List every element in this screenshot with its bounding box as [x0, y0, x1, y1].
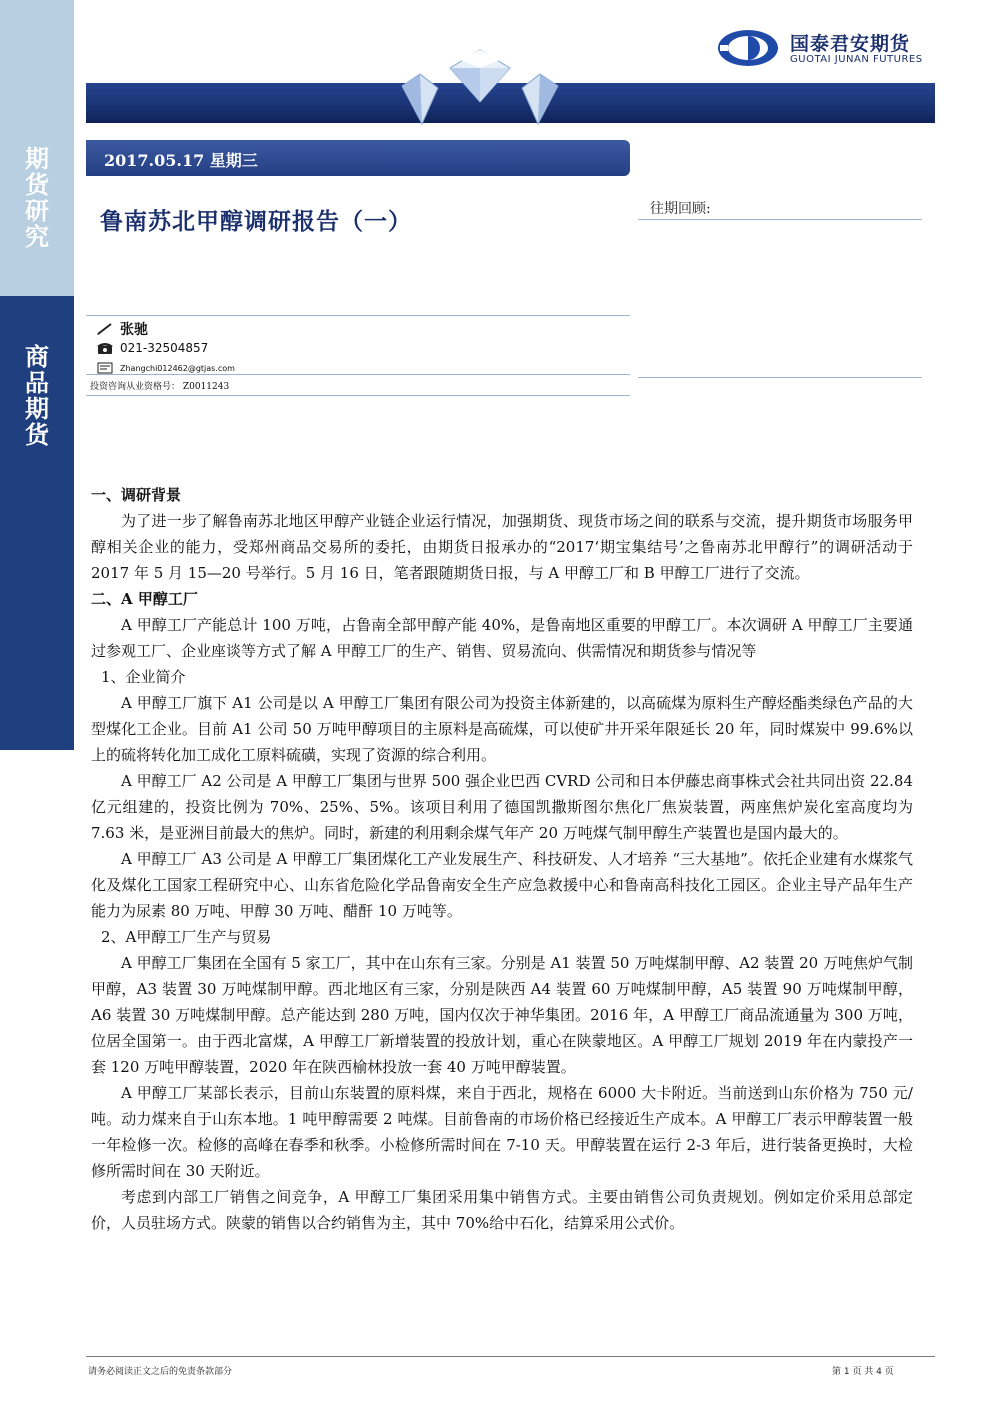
paragraph: 为了进一步了解鲁南苏北地区甲醇产业链企业运行情况，加强期货、现货市场之间的联系与交流，提升期货市场服务甲醇相关企业的能力，受郑州商品交易所的委托，由期货日报承办的“2017‘期宝集结号’之鲁南苏北甲醇行”的调研活动于 2017 年 5 月 15—20 号举行。5 月 16 日，笔者跟随期货日报，与 A 甲醇工厂和 B 甲醇工厂进行了交流。	[91, 512, 913, 582]
past-review-label: 往期回顾:	[650, 201, 711, 217]
paragraph: A 甲醇工厂 A2 公司是 A 甲醇工厂集团与世界 500 强企业巴西 CVRD 公司和日本伊藤忠商事株式会社共同出资 22.84 亿元组建的，投资比例为 70%、25%、5%。该项目利用了德国凯撒斯图尔焦化厂焦炭装置，两座焦炉炭化室高度均为 7.63 米，是亚洲目前最大的焦炉。同时，新建的利用剩余煤气年产 20 万吨煤气制甲醇生产装置也是国内最大的。	[91, 772, 913, 842]
author-name-row	[96, 319, 148, 339]
author-bottom-divider	[86, 395, 630, 396]
company-logo-icon	[716, 28, 780, 68]
paragraph: A 甲醇工厂某部长表示，目前山东装置的原料煤，来自于西北，规格在 6000 大卡附近。当前送到山东价格为 750 元/吨。动力煤来自于山东本地。1 吨甲醇需要 2 吨煤。目前鲁南的市场价格已经接近生产成本。A 甲醇工厂表示甲醇装置一般一年检修一次。检修的高峰在春季和秋季。小检修所需时间在 7-10 天。甲醇装置在运行 2-3 年后，进行装备更换时，大检修所需时间在 30 天附近。	[91, 1084, 913, 1180]
author-cert: 投资咨询从业资格号： Z0011243	[90, 382, 230, 392]
report-date: 2017.05.17 星期三	[104, 151, 258, 170]
author-mid-divider	[86, 374, 630, 375]
date-bar	[86, 140, 630, 176]
review-bottom-divider	[638, 377, 922, 378]
footer-disclaimer: 请务必阅读正文之后的免责条款部分	[88, 1367, 233, 1377]
section-heading-background: 一、调研背景	[91, 486, 182, 504]
author-email-row	[96, 361, 235, 375]
report-body	[91, 482, 913, 1236]
author-cert-row	[90, 379, 229, 392]
paragraph: A 甲醇工厂集团在全国有 5 家工厂，其中在山东有三家。分别是 A1 装置 50 万吨煤制甲醇、A2 装置 20 万吨焦炉气制甲醇，A3 装置 30 万吨煤制甲醇。西北地区有三家，分别是陕西 A4 装置 60 万吨煤制甲醇，A5 装置 90 万吨煤制甲醇，A6 装置 30 万吨煤制甲醇。总产能达到 280 万吨，国内仅次于神华集团。2016 年，A 甲醇工厂商品流通量为 300 万吨，位居全国第一。由于西北富煤，A 甲醇工厂新增装置的投放计划，重心在陕蒙地区。A 甲醇工厂规划 2019 年在内蒙投产一套 120 万吨甲醇装置，2020 年在陕西榆林投放一套 40 万吨甲醇装置。	[91, 954, 913, 1076]
paragraph: A 甲醇工厂旗下 A1 公司是以 A 甲醇工厂集团有限公司为投资主体新建的，以高硫煤为原料生产醇烃酯类绿色产品的大型煤化工企业。目前 A1 公司 50 万吨甲醇项目的主原料是高硫煤，可以使矿井开采年限延长 20 年，同时煤炭中 99.6%以上的硫将转化加工成化工原料硫磺，实现了资源的综合利用。	[91, 694, 913, 764]
brand-name-en: GUOTAI JUNAN FUTURES	[790, 54, 923, 65]
section-heading-factory-a: 二、A 甲醇工厂	[91, 590, 198, 608]
review-divider	[638, 219, 922, 220]
author-phone: 021-32504857	[120, 341, 209, 355]
author-phone-row	[96, 341, 208, 355]
phone-icon	[96, 341, 114, 355]
subheading-production-trade: 2、A甲醇工厂生产与贸易	[101, 928, 272, 946]
author-top-divider	[86, 315, 630, 316]
footer-divider	[86, 1356, 935, 1357]
author-email: Zhangchi012462@gtjas.com	[120, 363, 235, 373]
email-icon	[96, 361, 114, 375]
brand-name-cn: 国泰君安期货	[790, 33, 911, 55]
sidebar-label-futures-research: 期 货 研 究	[25, 145, 49, 251]
paragraph: A 甲醇工厂产能总计 100 万吨，占鲁南全部甲醇产能 40%，是鲁南地区重要的甲醇工厂。本次调研 A 甲醇工厂主要通过参观工厂、企业座谈等方式了解 A 甲醇工厂的生产、销售、贸易流向、供需情况和期货参与情况等	[91, 616, 913, 660]
paragraph: A 甲醇工厂 A3 公司是 A 甲醇工厂集团煤化工产业发展生产、科技研发、人才培养 “三大基地”。依托企业建有水煤浆气化及煤化工国家工程研究中心、山东省危险化学品鲁南安全生产应急救援中心和鲁南高科技化工园区。企业主导产品年生产能力为尿素 80 万吨、甲醇 30 万吨、醋酐 10 万吨等。	[91, 850, 913, 920]
diamonds-decoration	[380, 46, 580, 128]
paragraph: 考虑到内部工厂销售之间竞争，A 甲醇工厂集团采用集中销售方式。主要由销售公司负责规划。例如定价采用总部定价，人员驻场方式。陕蒙的销售以合约销售为主，其中 70%给中石化，结算采用公式价。	[91, 1188, 913, 1232]
subheading-company-intro: 1、企业简介	[101, 668, 186, 686]
sidebar-label-commodity-futures: 商 品 期 货	[25, 343, 49, 449]
author-name: 张驰	[120, 322, 148, 338]
page-number: 第 1 页 共 4 页	[832, 1367, 894, 1377]
pen-icon	[96, 322, 114, 336]
report-title: 鲁南苏北甲醇调研报告（一）	[100, 208, 412, 235]
